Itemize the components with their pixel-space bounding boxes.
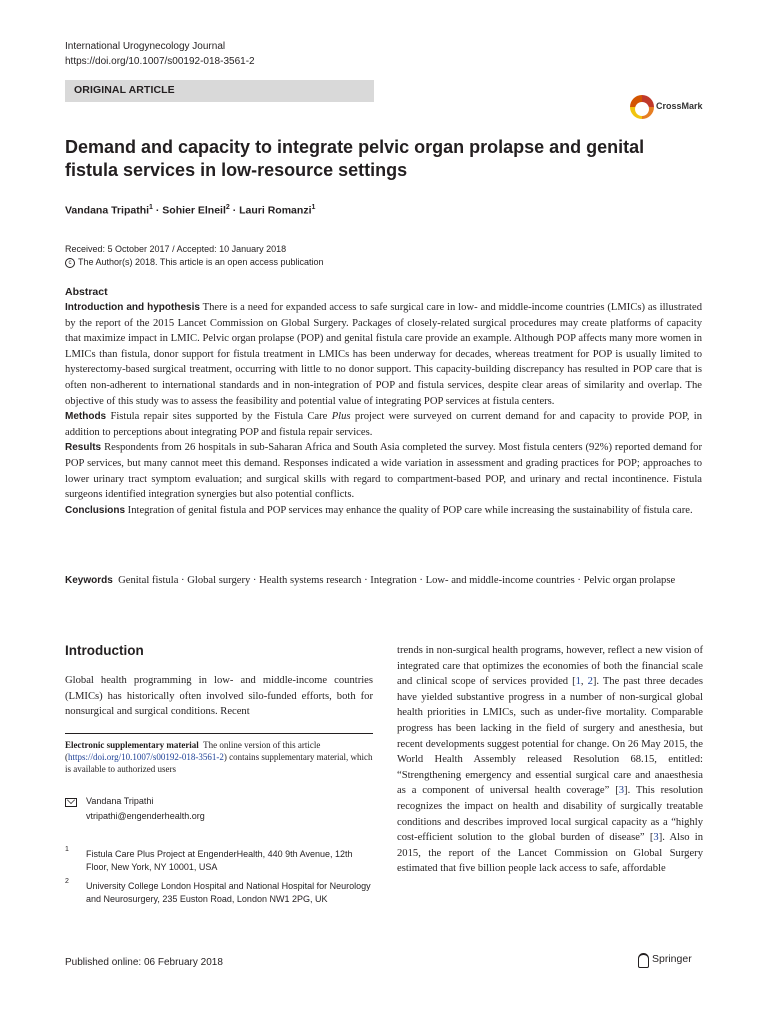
abstract-methods-text: Fistula repair sites supported by the Fistula Care [110,411,328,423]
abstract-results-label: Results [65,442,102,454]
author-name[interactable]: Sohier Elneil [162,204,226,217]
body-text: ]. Also in 2015, the report of the Lancet Commission on Global Surgery estimated that five billion people lack access to safe, affordable [397,832,703,875]
keywords-text: Genital fistula · Global surgery · Health systems research · Integration · Low- and middle-income countries · Pelvic organ prolapse [118,575,676,586]
copyright-text: The Author(s) 2018. This article is an open access publication [78,257,324,267]
abstract-methods-paragraph [65,409,702,440]
author-name[interactable]: Vandana Tripathi [65,204,150,217]
abstract-results-paragraph [65,440,702,502]
abstract-intro-text: There is a need for expanded access to safe surgical care in low- and middle-income countries (LMICs) as illustrated by the report of the 2015 Lancet Commission on Global Surgery. Packages of closely-related surgical procedures may create platforms of capacity that maximize impact in LMIC. Pelvic organ prolapse (POP) and genital fistula care provide an example. Although POP affects many more women in LMICs than fistula, donor support for fistula treatment in LMICs has been underway for decades, whereas treatment for POP is usually limited to hysterectomy-based surgical treatment, occurring with little to no donor support. This capacity-building discrepancy has resulted in POP care that is often non-adherent to international standards and in non-integration of POP and fistula services, despite clear areas of similarity and overlap. The objective of this study was to assess the feasibility and potential value of integrating POP services at fistula centers. [65,302,702,407]
crossmark-badge[interactable] [630,93,706,123]
abstract-intro-label: Introduction and hypothesis [65,302,200,313]
keywords-label: Keywords [65,575,113,586]
supplementary-label: Electronic supplementary material [65,740,199,750]
author-separator: · [155,204,160,217]
envelope-icon [65,798,77,807]
supplementary-material-note [65,739,373,775]
citation-separator: , [580,676,588,688]
author-affiliation-number: 2 [225,204,230,211]
body-text: trends in non-surgical health programs, however, reflect a new vision of integrated care that optimizes the economies of both the financial scale and clinical scope of services provided [ [397,645,703,688]
journal-name: International Urogynecology Journal [65,41,226,52]
citation-link[interactable]: 1 [575,676,581,688]
body-text: ]. This resolution recognizes the impact on health and disability of surgically treatable conditions and describes improved local surgical capacity as a “highly cost-efficient solution to the global burden of disease” [ [397,785,703,844]
abstract-heading: Abstract [65,286,108,298]
crossmark-label: CrossMark [656,101,703,111]
springer-horse-icon [638,953,649,968]
introduction-right-text [397,643,703,877]
affiliation-text: University College London Hospital and National Hospital for Neurology and Neurosurgery, 235 Euston Road, London NW1 2PG, UK [86,881,371,904]
author-separator: · [232,204,237,217]
abstract-conclusions-paragraph [65,503,702,519]
introduction-heading: Introduction [65,643,144,658]
citation-link[interactable]: 2 [587,676,593,688]
abstract-results-text: Respondents from 26 hospitals in sub-Saharan Africa and South Asia completed the survey. Most fistula centers (92%) reported demand for POP services, but many cannot meet this demand. Responses indicated a wide variation in assessment and grading practices for POP; approaches to lower urinary tract symptom evaluation; and surgical skills with regard to compartment-based POP, and urinary and rectal incontinence. Fistula surgeons identified integration synergies but also potential conflicts. [65,442,702,501]
abstract-intro-paragraph [65,300,702,409]
citation-link[interactable]: 3 [618,785,625,797]
introduction-left-text: Global health programming in low- and middle-income countries (LMICs) has historically often involved silo-funded efforts, both for nonsurgical and surgical conditions. Recent [65,675,373,718]
author-affiliation-number: 1 [311,204,316,211]
corresponding-author-email[interactable]: vtripathi@engenderhealth.org [86,811,205,821]
crossmark-icon [630,95,654,119]
supplementary-link[interactable]: https://doi.org/10.1007/s00192-018-3561-2 [68,752,224,762]
abstract-body [65,300,702,518]
abstract-methods-label: Methods [65,411,107,423]
affiliation-number: 1 [65,846,69,853]
body-text: ]. The past three decades have yielded substantive progress in a number of non-surgical global health priorities in LMICs, such as under-five mortality. Comparable progress has been lacking in the field of surgery and anesthesia, but recent developments suggest potential for change. On 26 May 2015, the World Health Assembly released Resolution 68.15, entitled: “Strengthening emergency and essential surgical care and anaesthesia as a component of universal health coverage” [ [397,676,704,797]
publisher-name: Springer [652,953,692,965]
author-name[interactable]: Lauri Romanzi [239,204,312,217]
supplementary-text: The online version of this article ( [65,740,321,762]
doi-link[interactable]: https://doi.org/10.1007/s00192-018-3561-2 [65,56,255,67]
corresponding-author-name: Vandana Tripathi [86,796,154,806]
author-list [65,204,315,217]
abstract-methods-text-continued: project were surveyed on current demand for and capacity to provide POP, in addition to perceptions about integrating POP and fistula repair services. [65,411,702,438]
article-title: Demand and capacity to integrate pelvic organ prolapse and genital fistula services in low-resource settings [65,137,645,180]
citation-link[interactable]: 3 [653,832,659,844]
article-type-label: ORIGINAL ARTICLE [74,84,175,96]
affiliation-text: Fistula Care Plus Project at EngenderHealth, 440 9th Avenue, 12th Floor, New York, NY 10001, USA [86,849,353,872]
footnote-divider [65,733,373,734]
copyright-notice [65,257,323,268]
received-accepted-dates: Received: 5 October 2017 / Accepted: 10 January 2018 [65,244,287,254]
author-affiliation-number: 1 [149,204,153,211]
affiliation-number: 2 [65,878,69,885]
abstract-conclusions-text: Integration of genital fistula and POP services may enhance the quality of POP care while increasing the sustainability of fistula care. [127,504,693,516]
supplementary-text-end: ) contains supplementary material, which is available to authorized users [65,752,373,774]
copyright-icon: c [65,258,75,268]
abstract-methods-italic: Plus [331,411,351,423]
abstract-conclusions-label: Conclusions [65,504,126,516]
keywords [65,573,702,589]
published-date: Published online: 06 February 2018 [65,957,223,968]
